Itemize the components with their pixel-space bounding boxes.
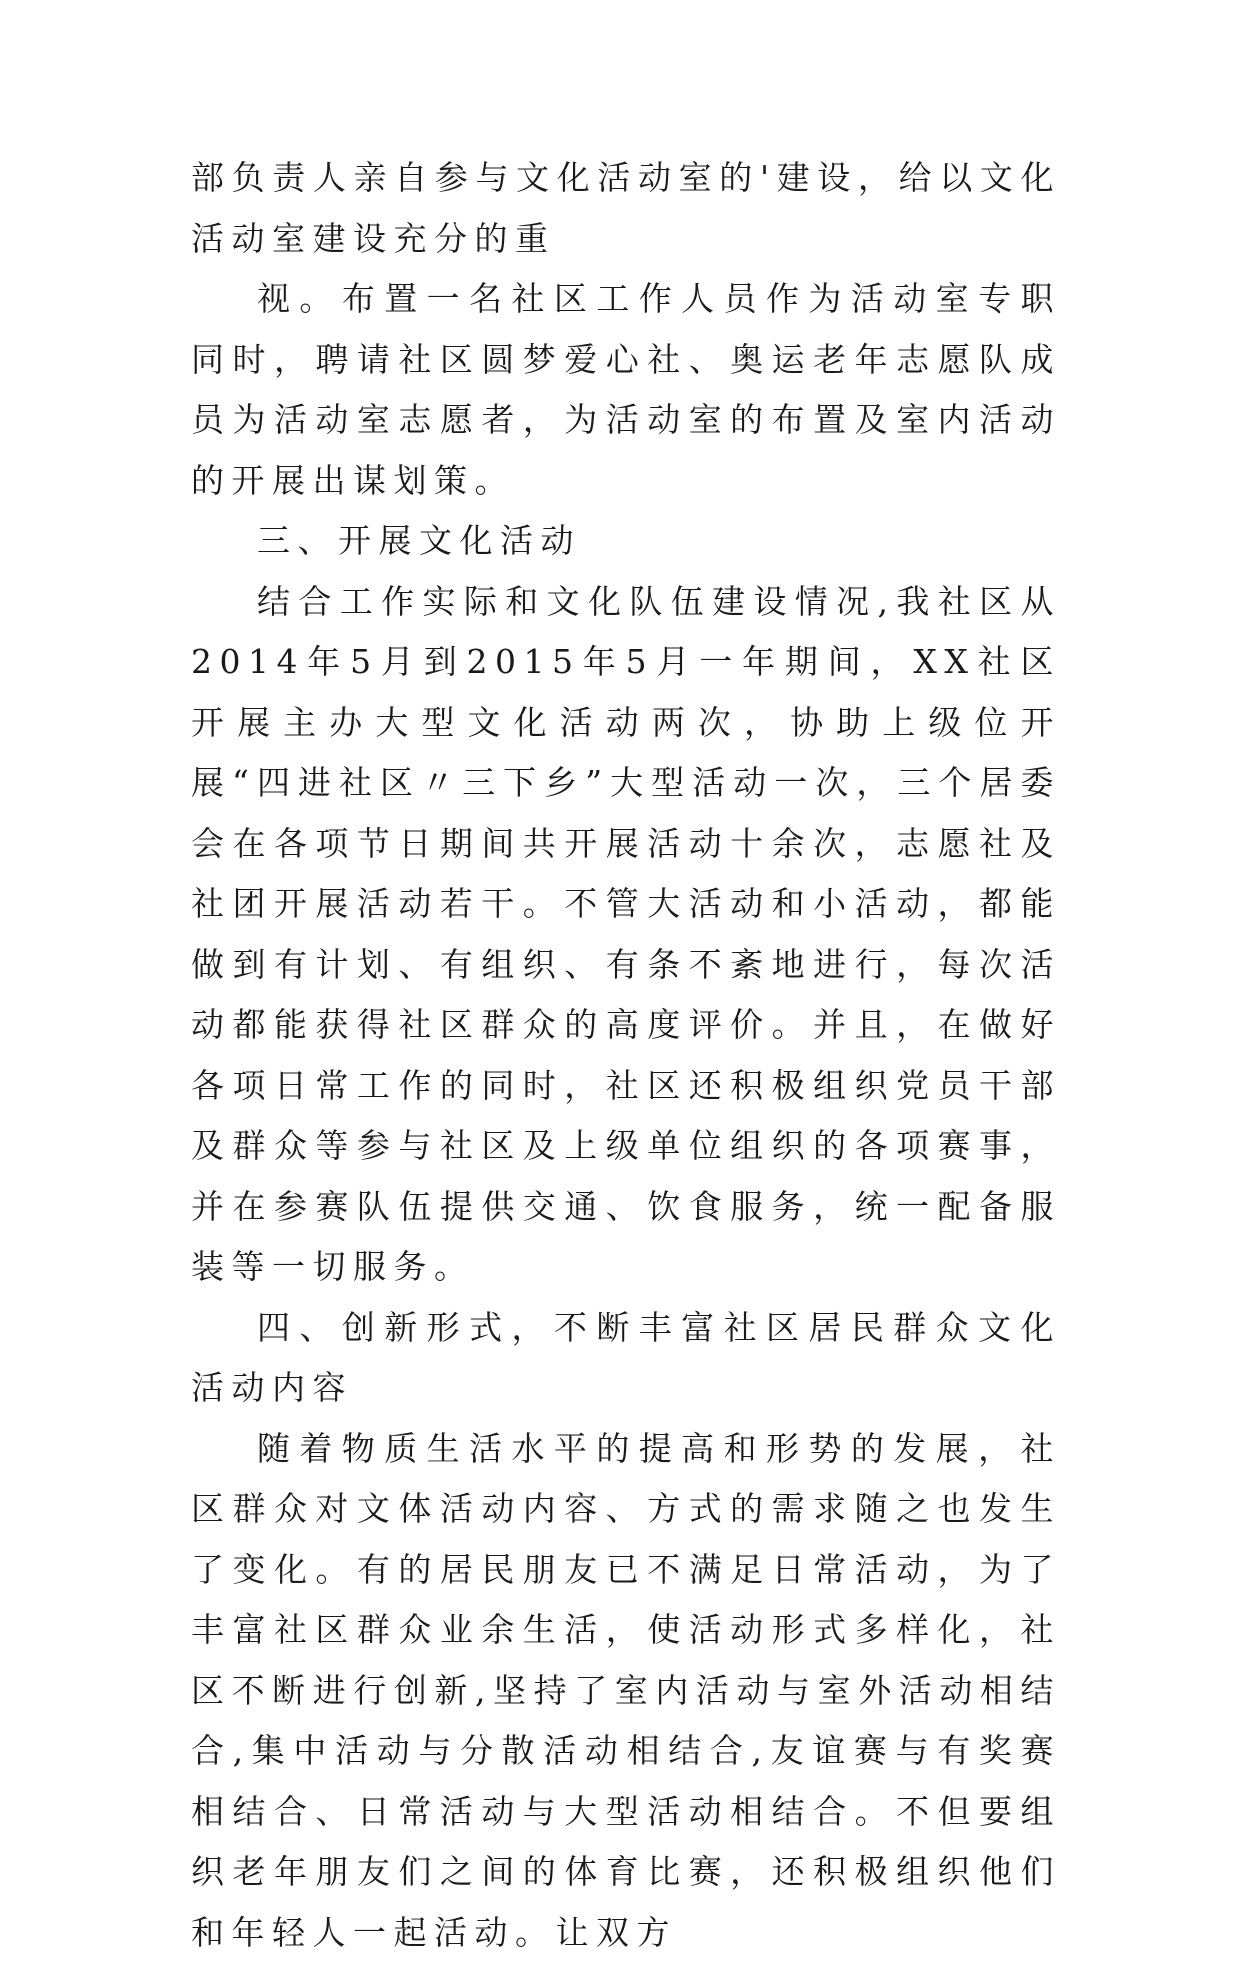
section-heading-4: 四、创新形式，不断丰富社区居民群众文化活动内容 xyxy=(191,1298,1061,1419)
paragraph-staffing: 视。布置一名社区工作人员作为活动室专职同时，聘请社区圆梦爱心社、奥运老年志愿队成员为活动室志愿者，为活动室的布置及室内活动的开展出谋划策。 xyxy=(191,269,1061,511)
paragraph-continuation: 部负责人亲自参与文化活动室的'建设，给以文化活动室建设充分的重 xyxy=(191,148,1061,269)
paragraph-activities: 结合工作实际和文化队伍建设情况,我社区从2014年5月到2015年5月一年期间，XX社区开展主办大型文化活动两次，协助上级位开展“四进社区〃三下乡”大型活动一次，三个居委会在各项节日期间共开展活动十余次，志愿社及社团开展活动若干。不管大活动和小活动，都能做到有计划、有组织、有条不紊地进行，每次活动都能获得社区群众的高度评价。并且，在做好各项日常工作的同时，社区还积极组织党员干部及群众等参与社区及上级单位组织的各项赛事，并在参赛队伍提供交通、饮食服务，统一配备服装等一切服务。 xyxy=(191,572,1061,1298)
section-heading-3: 三、开展文化活动 xyxy=(191,511,1061,572)
paragraph-innovation: 随着物质生活水平的提高和形势的发展，社区群众对文体活动内容、方式的需求随之也发生了变化。有的居民朋友已不满足日常活动，为了丰富社区群众业余生活，使活动形式多样化，社区不断进行创新,坚持了室内活动与室外活动相结合,集中活动与分散活动相结合,友谊赛与有奖赛相结合、日常活动与大型活动相结合。不但要组织老年朋友们之间的体育比赛，还积极组织他们和年轻人一起活动。让双方 xyxy=(191,1419,1061,1963)
document-page xyxy=(191,148,1061,1963)
